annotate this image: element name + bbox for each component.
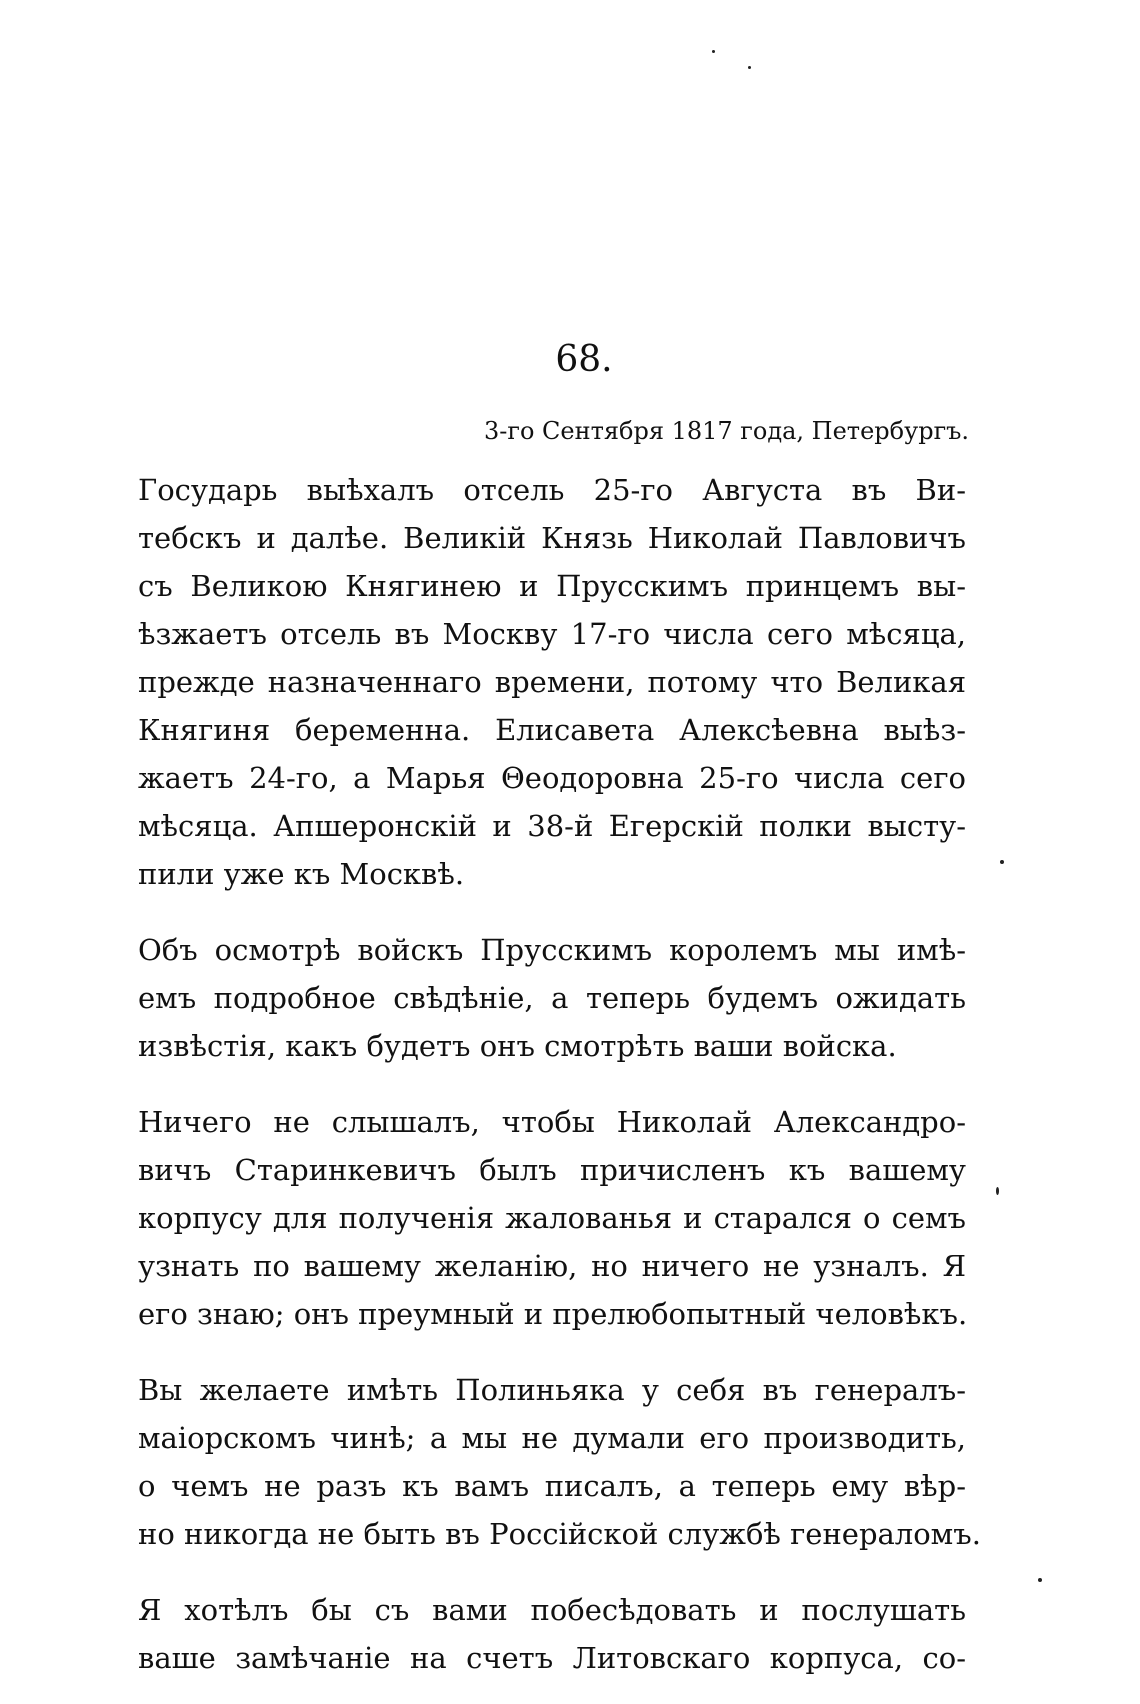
text-line: жаетъ 24-го, а Марья Θеодоровна 25-го числа сего (138, 761, 966, 795)
text-line: ѣзжаетъ отсель въ Москву 17-го числа сего мѣсяца, (138, 617, 966, 651)
text-line: но никогда не быть въ Россійской службѣ генераломъ. (138, 1517, 981, 1551)
paragraph (138, 1366, 981, 1558)
text-line: Княгиня беременна. Елисавета Алексѣевна выѣз- (138, 713, 966, 747)
text-line: Объ осмотрѣ войскъ Прусскимъ королемъ мы имѣ- (138, 933, 966, 967)
paragraph (138, 926, 966, 1070)
print-speck (1000, 860, 1004, 864)
text-line: ваше замѣчаніе на счетъ Литовскаго корпуса, со- (138, 1641, 966, 1675)
paragraph (138, 1586, 966, 1682)
text-line: о чемъ не разъ къ вамъ писалъ, а теперь ему вѣр- (138, 1469, 966, 1503)
text-line: корпусу для полученія жалованья и старался о семъ (138, 1201, 966, 1235)
text-line: Я хотѣлъ бы съ вами побесѣдовать и послушать (138, 1593, 966, 1627)
text-line: Ничего не слышалъ, чтобы Николай Александро- (138, 1105, 966, 1139)
text-line: узнать по вашему желанію, но ничего не узналъ. Я (138, 1249, 966, 1283)
text-line: Вы желаете имѣть Полиньяка у себя въ генералъ- (138, 1373, 966, 1407)
letter-body (138, 466, 981, 1682)
text-line: вичъ Старинкевичъ былъ причисленъ къ вашему (138, 1153, 966, 1187)
text-line: Государь выѣхалъ отсель 25-го Августа въ Ви- (138, 473, 966, 507)
text-line: мѣсяца. Апшеронскій и 38-й Егерскій полки высту- (138, 809, 966, 843)
text-line: съ Великою Княгинею и Прусскимъ принцемъ вы- (138, 569, 966, 603)
paragraph (138, 1098, 966, 1338)
letter-number: 68. (555, 339, 613, 380)
print-speck (1038, 1578, 1042, 1582)
text-line: маіорскомъ чинѣ; а мы не думали его производить, (138, 1421, 966, 1455)
text-line: тебскъ и далѣе. Великій Князь Николай Павловичъ (138, 521, 966, 555)
print-speck (712, 50, 715, 53)
text-line: прежде назначеннаго времени, потому что Великая (138, 665, 966, 699)
text-line: емъ подробное свѣдѣніе, а теперь будемъ ожидать (138, 981, 966, 1015)
text-line: его знаю; онъ преумный и прелюбопытный человѣкъ. (138, 1297, 968, 1331)
print-speck (996, 1187, 999, 1195)
paragraph (138, 466, 966, 898)
print-speck (748, 66, 751, 69)
dateline: 3-го Сентября 1817 года, Петербургъ. (484, 417, 970, 445)
text-line: извѣстія, какъ будетъ онъ смотрѣть ваши войска. (138, 1029, 897, 1063)
text-line: пили уже къ Москвѣ. (138, 857, 465, 891)
